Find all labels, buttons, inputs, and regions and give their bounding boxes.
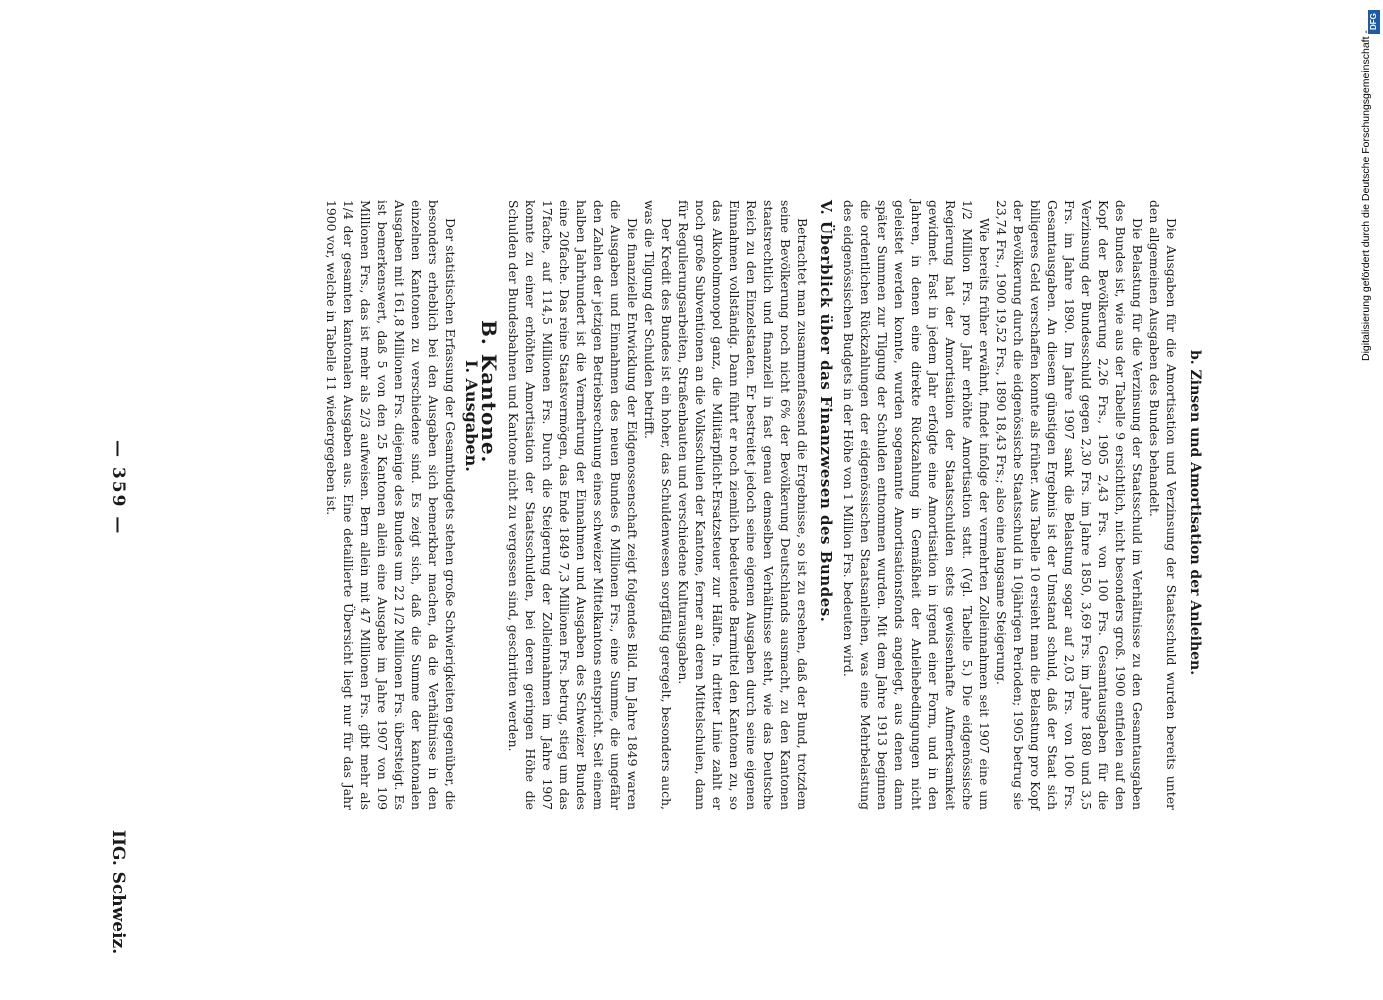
heading-ueberblick: V. Überblick über das Finanzwesen des Bundes. bbox=[817, 200, 835, 623]
column-body bbox=[323, 200, 1203, 810]
digitization-watermark: Digitalisierung gefördert durch die Deutsche Forschungsgemeinschaft - bbox=[1360, 30, 1372, 361]
page-header bbox=[98, 0, 138, 1000]
paragraph: Der statistischen Erfassung der Gesamtbudgets stehen große Schwierigkeiten gegenüber, die besonders erheblich bei den Ausgaben sich bemerkbar machen, da die Verhältnisse in den einzelnen Kantonen zu verschiedene sind. Es zeigt sich, daß die Summe der kantonalen Ausgaben mit 161,8 Millionen Frs. diejenige des Bundes um 22 1/2 Millionen Frs. übersteigt. Es ist bemerkenswert, daß 5 von den 25 Kantonen allein eine Ausgabe im Jahre 1907 von 109 Millionen Frs., das ist mehr als 2/3 aufweisen. Bern allein mit 47 Millionen Frs. gibt mehr als 1/4 der gesamten kantonalen Ausgaben aus. Eine detaillierte Übersicht liegt nur für das Jahr 1900 vor, welche in Tabelle 11 wiedergegeben ist. bbox=[324, 200, 458, 810]
section-title: IIG. Schweiz. bbox=[108, 830, 128, 955]
paragraph: Wie bereits früher erwähnt, findet infolge der vermehrten Zolleinnahmen seit 1907 eine um 1/2 Million Frs. pro Jahr erhöhte Amortisation statt. (Vgl. Tabelle 5.) Die eidgenössische Regierung hat der Amortisation der Staatsschulden stets gewissenhafte Aufmerksamkeit gewidmet. Fast in jedem Jahr erfolgte eine Amortisation in irgend einer Form, und in den Jahren, in denen eine direkte Rückzahlung in Gemäßheit der Anleihebedingungen nicht geleistet werden konnte, wurden sogenannte Amortisationsfonds angelegt, aus denen dann später Summen zur Tilgung der Schulden entnommen wurden. Mit dem Jahre 1913 beginnen die ordentlichen Rückzahlungen der eidgenössischen Staatsanleihen, was eine Mehrbelastung des eidgenössischen Budgets in der Höhe von 1 Million Frs. bedeuten wird. bbox=[841, 200, 992, 810]
kantone-heading-block bbox=[462, 200, 501, 810]
paragraph: Der Kredit des Bundes ist ein hoher, das Schuldenwesen sorgfältig geregelt, besonders auch, was die Tilgung der Schulden betrifft. bbox=[642, 200, 674, 810]
heading-ausgaben: I. Ausgaben. bbox=[462, 360, 481, 472]
paragraph: Betrachtet man zusammenfassend die Ergebnisse, so ist zu ersehen, daß der Bund, trotzdem seine Bevölkerung noch nicht 6% der Bevölkerung Deutschlands ausmacht, zu den Kantonen staatsrechtlich und finanziell in fast genau demselben Verhältnisse steht, wie das Deutsche Reich zu den Einzelstaaten. Er bestreitet jedoch seine eigenen Ausgaben durch seine eigenen Einnahmen vollständig. Dann führt er noch ziemlich bedeutende Barmittel den Kantonen zu, so das Alkoholmonopol ganz, die Militärpflicht-Ersatzsteuer zur Hälfte. In dritter Linie zahlt er noch große Subventionen an die Volksschulen der Kantone, ferner an deren Mittelschulen, dann für Regulierungsarbeiten, Straßenbauten und verschiedene Kulturausgaben. bbox=[676, 200, 810, 810]
dfg-logo: DFG bbox=[1368, 10, 1380, 34]
paragraph: Die finanzielle Entwicklung der Eidgenossenschaft zeigt folgendes Bild. Im Jahre 1849 waren die Ausgaben und Einnahmen des neuen Bundes 6 Millionen Frs., eine Summe, die ungefähr den Zahlen der jetzigen Betriebsrechnung eines schweizer Mittelkantons entspricht. Seit einem halben Jahrhundert ist die Vermehrung der Einnahmen und Ausgaben des Schweizer Bundes eine 20fache. Das reine Staatsvermögen, das Ende 1849 7,3 Millionen Frs. betrug, stieg um das 17fache, auf 114,5 Millionen Frs. Durch die Steigerung der Zolleinnahmen im Jahre 1907 konnte zu einer erhöhten Amortisation der Staatsschulden, bei deren geringen Höhe die Schulden der Bundesbahnen und Kantone nicht zu vergessen sind, geschritten werden. bbox=[506, 200, 640, 810]
heading-kantone: B. Kantone. bbox=[477, 320, 501, 464]
paragraph: Die Ausgaben für die Amortisation und Verzinsung der Staatsschuld wurden bereits unter den allgemeinen Ausgaben des Bundes behandelt. bbox=[1147, 200, 1179, 810]
heading-zinsen: b. Zinsen und Amortisation der Anleihen. bbox=[1187, 350, 1203, 676]
page-number: — 359 — bbox=[108, 440, 128, 536]
paragraph: Die Belastung für die Verzinsung der Staatsschuld im Verhältnisse zu den Gesamtausgaben des Bundes ist, wie aus der Tabelle 9 ersichtlich, nicht besonders groß. 1900 entfielen auf den Kopf der Bevölkerung 2,26 Frs., 1905 2,43 Frs. von 100 Frs. Gesamtausgaben für die Verzinsung der Bundesschuld gegen 2,30 Frs. im Jahre 1850, 3,69 Frs. im Jahre 1880 und 3,5 Frs. im Jahre 1890. Im Jahre 1907 sank die Belastung sogar auf 2,03 Frs. von 100 Frs. Gesamtausgaben. An diesem günstigen Ergebnis ist der Umstand schuld, daß der Staat sich billigeres Geld verschaffen konnte als früher. Aus Tabelle 10 ersieht man die Belastung pro Kopf der Bevölkerung durch die eidgenössische Staatsschuld in 10jährigen Perioden; 1905 betrug sie 23,74 Frs., 1900 19,52 Frs., 1890 18,43 Frs.; also eine langsame Steigerung. bbox=[994, 200, 1145, 810]
